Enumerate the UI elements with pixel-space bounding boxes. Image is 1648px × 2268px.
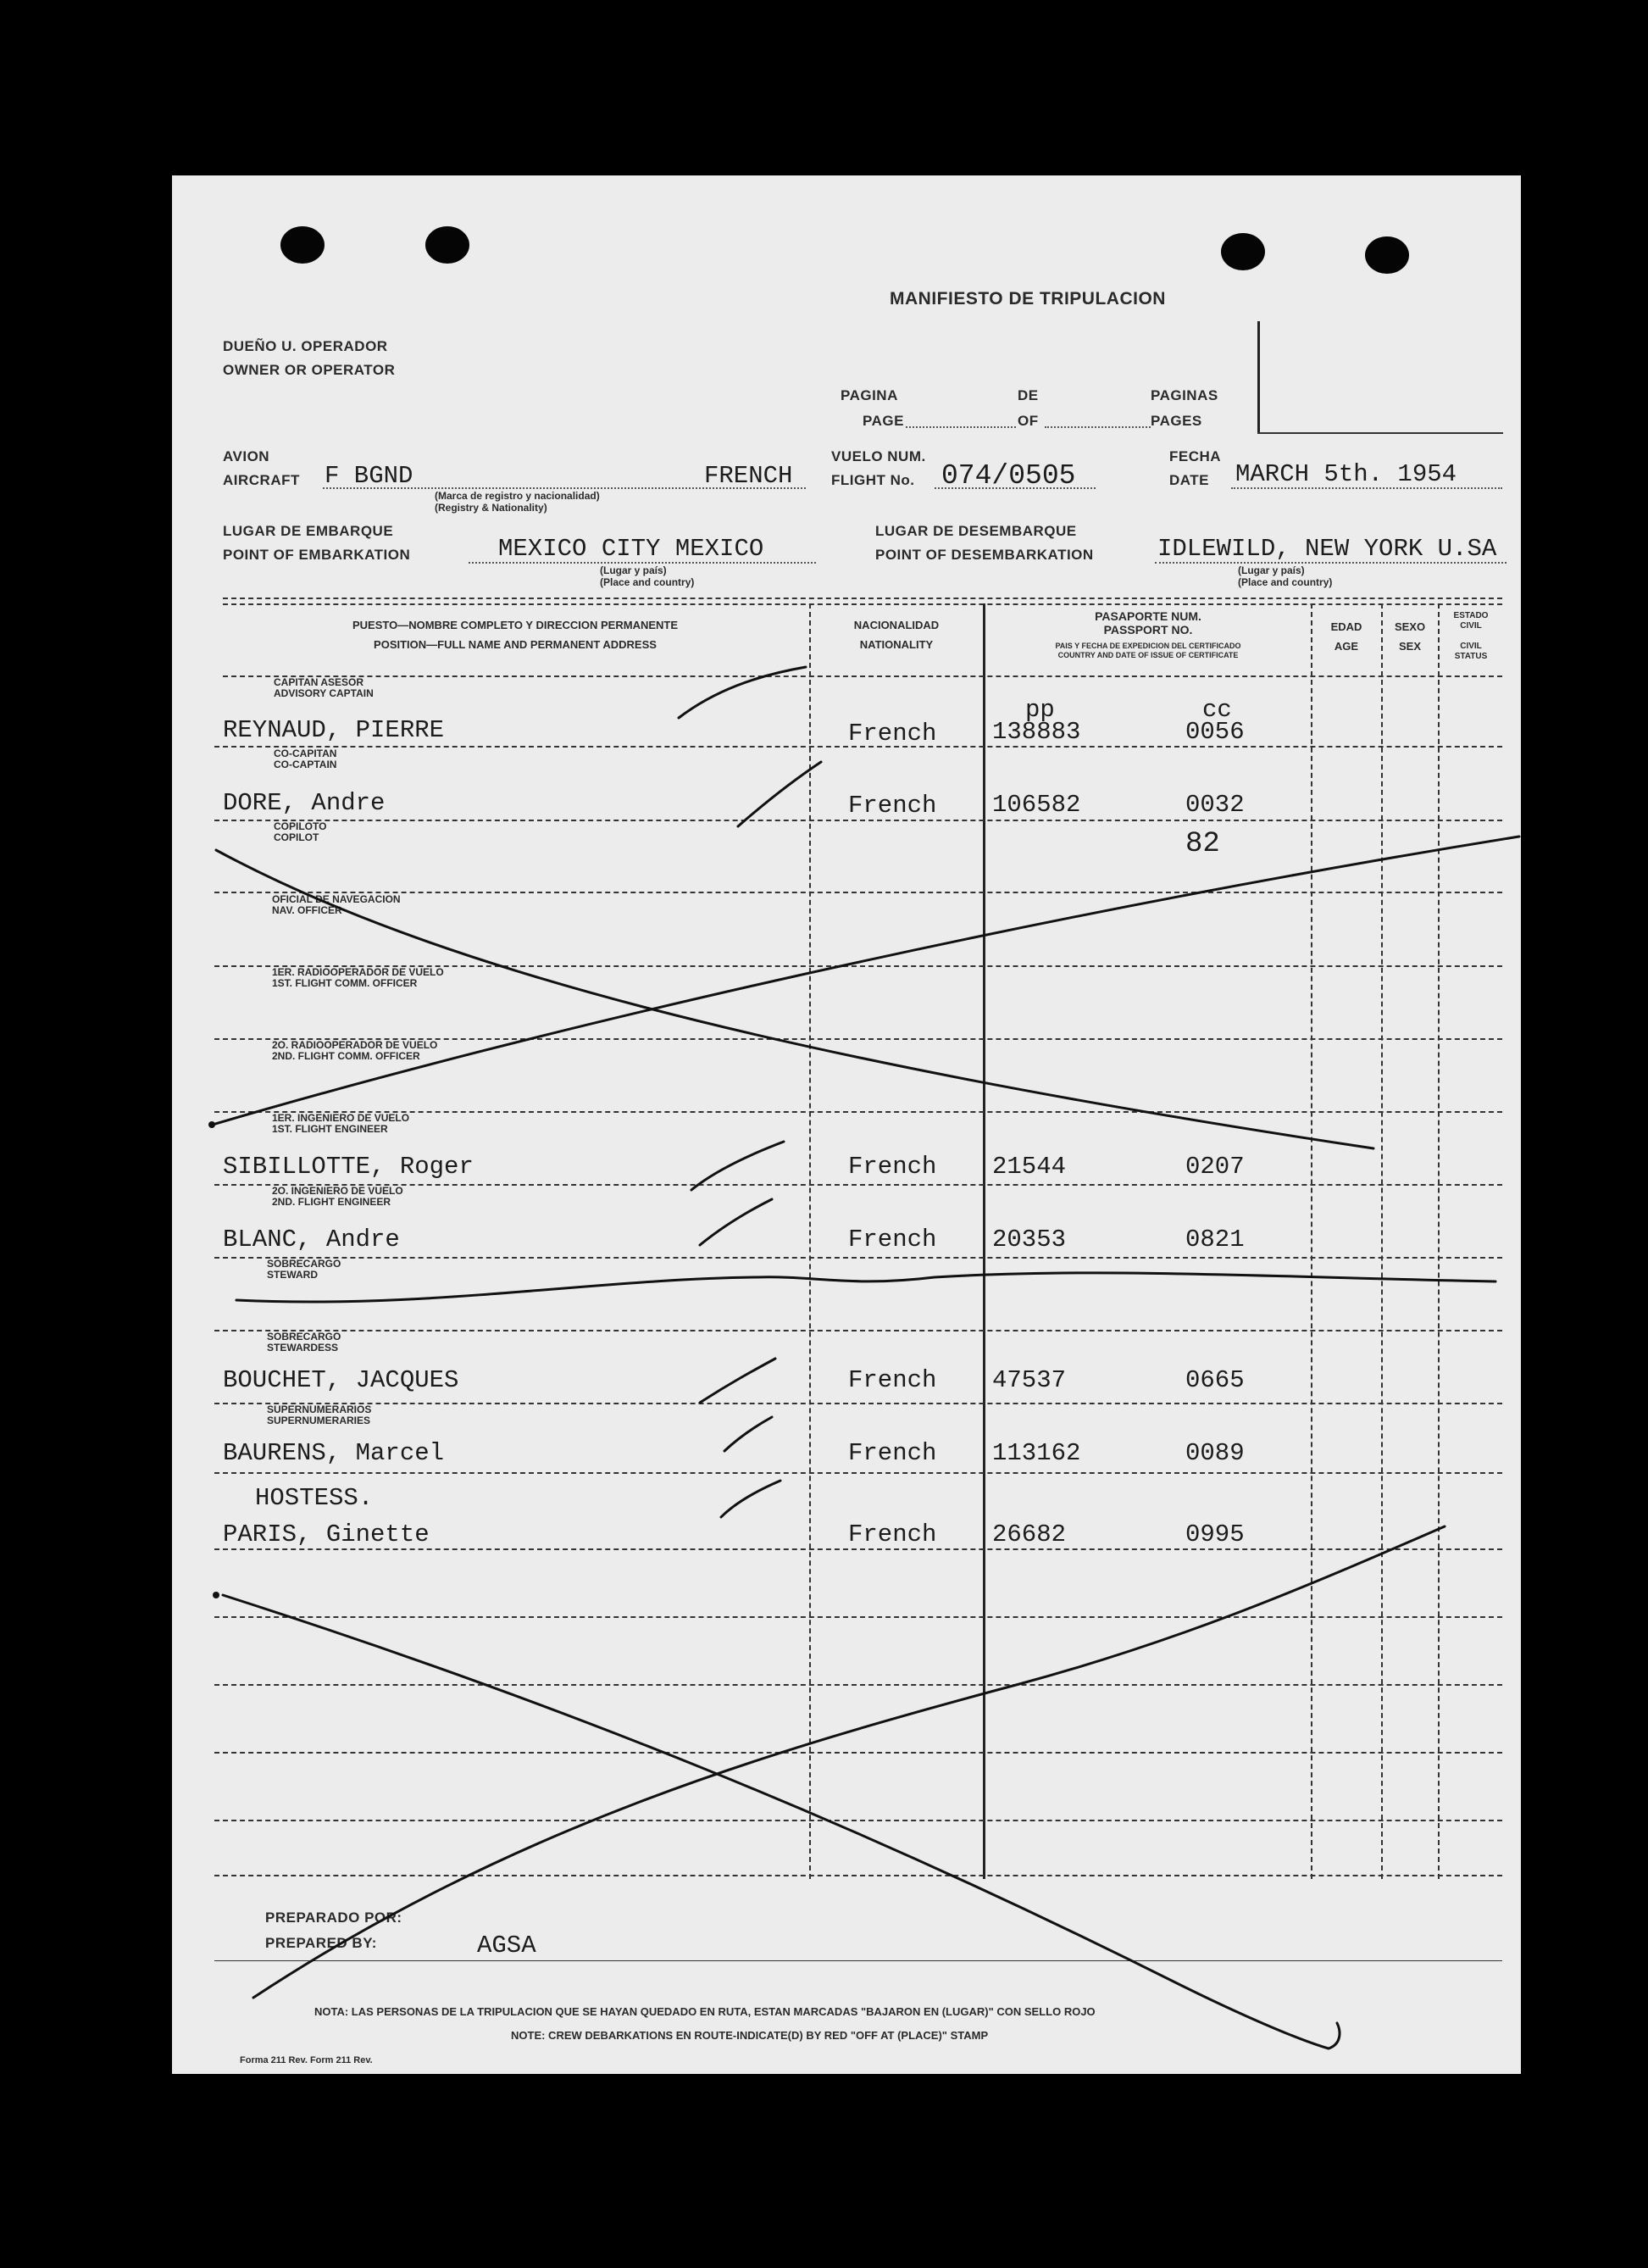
crew-nationality: French	[848, 1226, 937, 1254]
pages-label: PAGES	[1151, 413, 1202, 429]
vuelo-label: VUELO NUM.	[831, 448, 926, 464]
crew-cert: 0821	[1185, 1226, 1245, 1254]
col-civil-es2: CIVIL	[1460, 621, 1482, 631]
owner-label-en: OWNER OR OPERATOR	[223, 362, 396, 378]
note-es: NOTA: LAS PERSONAS DE LA TRIPULACION QUE SE HAYAN QUEDADO EN RUTA, ESTAN MARCADAS "BAJARON EN (LUGAR)" CON SELLO ROJO	[314, 2005, 1096, 2018]
crew-pp-mark: pp	[1025, 696, 1055, 724]
disembark-note-en: (Place and country)	[1238, 576, 1333, 588]
crew-name: BLANC, Andre	[223, 1226, 400, 1254]
col-age-en: AGE	[1334, 640, 1359, 653]
de-label: DE	[1018, 387, 1039, 403]
col-sex-es: SEXO	[1394, 620, 1426, 633]
crew-nationality: French	[848, 1439, 937, 1467]
col-passport-sub-es: PAIS Y FECHA DE EXPEDICION DEL CERTIFICADO	[1055, 642, 1241, 650]
role-label-es: 1ER. INGENIERO DE VUELO	[272, 1112, 410, 1124]
prepared-value: AGSA	[477, 1932, 536, 1959]
role-label-es: CO-CAPITAN	[274, 748, 337, 759]
role-label-en: COPILOT	[274, 831, 319, 843]
form-number: Forma 211 Rev. Form 211 Rev.	[240, 2055, 373, 2065]
pagina-label: PAGINA	[841, 387, 898, 403]
disembark-label-en: POINT OF DESEMBARKATION	[875, 547, 1094, 563]
crew-passport: 21544	[992, 1153, 1067, 1181]
crew-name: BOUCHET, JACQUES	[223, 1366, 459, 1394]
crew-nationality: French	[848, 792, 937, 820]
prepared-label-es: PREPARADO POR:	[265, 1909, 402, 1926]
page-label: PAGE	[863, 413, 904, 429]
role-label-es: 1ER. RADIOOPERADOR DE VUELO	[272, 966, 444, 978]
crew-name: SIBILLOTTE, Roger	[223, 1153, 474, 1181]
of-label: OF	[1018, 413, 1039, 429]
embark-note-en: (Place and country)	[600, 576, 695, 588]
crew-nationality: French	[848, 1520, 937, 1548]
paginas-label: PAGINAS	[1151, 387, 1218, 403]
fecha-label: FECHA	[1169, 448, 1222, 464]
crew-cert-extra: 82	[1185, 828, 1220, 860]
col-passport-sub-en: COUNTRY AND DATE OF ISSUE OF CERTIFICATE	[1057, 651, 1239, 659]
pen-strokes	[172, 175, 1521, 2074]
col-nationality-es: NACIONALIDAD	[853, 619, 940, 631]
nationality-value: FRENCH	[704, 462, 793, 490]
registry-note-en: (Registry & Nationality)	[435, 502, 547, 514]
avion-label: AVION	[223, 448, 270, 464]
embark-label-es: LUGAR DE EMBARQUE	[223, 523, 394, 539]
date-label: DATE	[1169, 472, 1210, 488]
crew-passport: 47537	[992, 1366, 1067, 1394]
disembark-label-es: LUGAR DE DESEMBARQUE	[875, 523, 1077, 539]
crew-name: REYNAUD, PIERRE	[223, 716, 445, 744]
crew-cert: 0089	[1185, 1439, 1245, 1467]
disembark-value: IDLEWILD, NEW YORK U.SA	[1157, 535, 1497, 563]
role-label-es: OFICIAL DE NAVEGACION	[272, 893, 401, 905]
col-civil-en1: CIVIL	[1460, 642, 1482, 651]
crew-cert: 0032	[1185, 791, 1245, 819]
crew-name: BAURENS, Marcel	[223, 1439, 445, 1467]
note-en: NOTE: CREW DEBARKATIONS EN ROUTE-INDICATE(D) BY RED "OFF AT (PLACE)" STAMP	[511, 2029, 989, 2042]
role-label-es: 2O. RADIOOPERADOR DE VUELO	[272, 1039, 438, 1051]
role-label-en: 1ST. FLIGHT COMM. OFFICER	[272, 977, 418, 989]
col-nationality-en: NATIONALITY	[859, 638, 934, 651]
role-label-es: SOBRECARGO	[267, 1331, 341, 1342]
crew-nationality: French	[848, 1366, 937, 1394]
role-label-en: ADVISORY CAPTAIN	[274, 687, 374, 699]
role-label-es: CAPITAN ASESOR	[274, 676, 364, 688]
role-label-es: 2O. INGENIERO DE VUELO	[272, 1185, 403, 1197]
col-position-es: PUESTO—NOMBRE COMPLETO Y DIRECCION PERMANENTE	[352, 619, 679, 631]
col-age-es: EDAD	[1330, 620, 1362, 633]
embark-value: MEXICO CITY MEXICO	[498, 535, 764, 563]
role-label-en: STEWARDESS	[267, 1342, 339, 1354]
role-label-es: SUPERNUMERARIOS	[267, 1404, 372, 1415]
role-label-en: 2ND. FLIGHT ENGINEER	[272, 1196, 391, 1208]
role-label-es: SOBRECARGO	[267, 1258, 341, 1270]
registry-note-es: (Marca de registro y nacionalidad)	[435, 490, 600, 502]
col-position-en: POSITION—FULL NAME AND PERMANENT ADDRESS	[374, 638, 657, 651]
crew-nationality: French	[848, 720, 937, 748]
crew-name: DORE, Andre	[223, 789, 386, 817]
aircraft-value: F BGND	[325, 462, 413, 490]
role-label-en: SUPERNUMERARIES	[267, 1415, 371, 1426]
col-passport-en: PASSPORT NO.	[1103, 623, 1193, 636]
owner-label-es: DUEÑO U. OPERADOR	[223, 338, 388, 354]
hostess-label: HOSTESS.	[255, 1484, 374, 1512]
crew-passport: 106582	[992, 791, 1081, 819]
crew-cert: 0056	[1185, 718, 1245, 746]
crew-cert: 0207	[1185, 1153, 1245, 1181]
crew-passport: 20353	[992, 1226, 1067, 1254]
crew-passport: 26682	[992, 1520, 1067, 1548]
role-label-en: STEWARD	[267, 1269, 318, 1281]
role-label-en: CO-CAPTAIN	[274, 759, 337, 770]
aircraft-label: AIRCRAFT	[223, 472, 300, 488]
role-label-en: NAV. OFFICER	[272, 904, 342, 916]
form-title: MANIFIESTO DE TRIPULACION	[890, 289, 1166, 309]
role-label-en: 1ST. FLIGHT ENGINEER	[272, 1123, 388, 1135]
crew-cert: 0665	[1185, 1366, 1245, 1394]
crew-name: PARIS, Ginette	[223, 1520, 430, 1548]
date-value: MARCH 5th. 1954	[1235, 460, 1457, 488]
flight-label: FLIGHT No.	[831, 472, 915, 488]
embark-note-es: (Lugar y país)	[600, 564, 667, 576]
crew-passport: 138883	[992, 718, 1081, 746]
col-passport-es: PASAPORTE NUM.	[1095, 609, 1201, 623]
role-label-es: COPILOTO	[274, 820, 327, 832]
col-civil-es1: ESTADO	[1453, 611, 1489, 620]
crew-passport: 113162	[992, 1439, 1081, 1467]
prepared-label-en: PREPARED BY:	[265, 1935, 377, 1951]
embark-label-en: POINT OF EMBARKATION	[223, 547, 411, 563]
manifest-sheet	[172, 175, 1521, 2074]
crew-cc-mark: cc	[1202, 696, 1232, 724]
col-sex-en: SEX	[1398, 640, 1421, 653]
role-label-en: 2ND. FLIGHT COMM. OFFICER	[272, 1050, 420, 1062]
crew-nationality: French	[848, 1153, 937, 1181]
flight-value: 074/0505	[941, 460, 1076, 492]
crew-cert: 0995	[1185, 1520, 1245, 1548]
col-civil-en2: STATUS	[1454, 652, 1488, 661]
disembark-note-es: (Lugar y país)	[1238, 564, 1305, 576]
